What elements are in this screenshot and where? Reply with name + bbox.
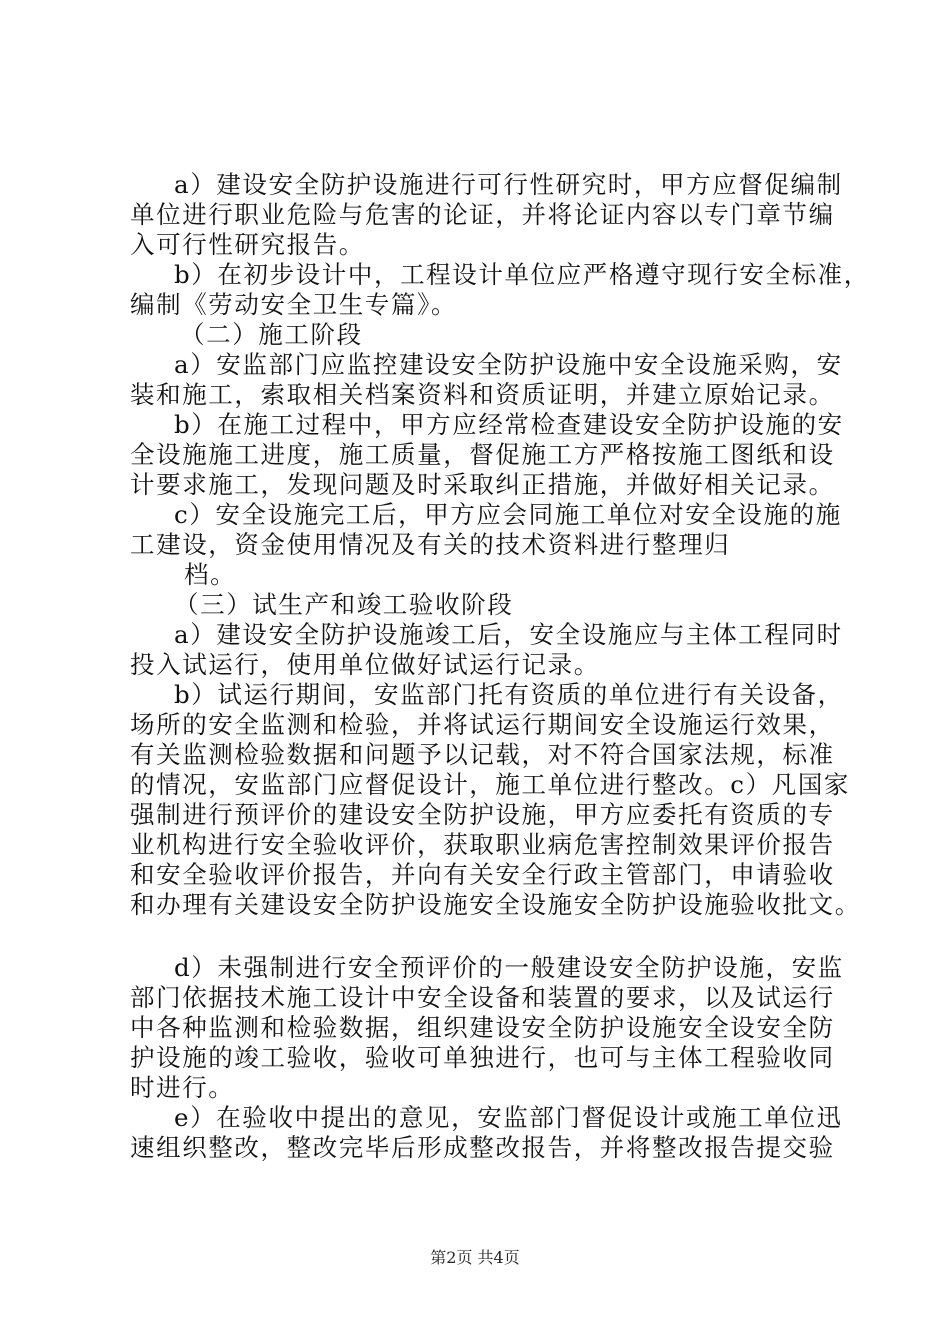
paragraph-line: 中各种监测和检验数据，组织建设安全防护设施安全设安全防 [130, 1013, 835, 1042]
paragraph-gap [130, 920, 845, 953]
paragraph-line: 强制进行预评价的建设安全防护设施，甲方应委托有资质的专 [130, 800, 835, 829]
paragraph-line: 档。 [184, 560, 237, 589]
paragraph-line: 入可行性研究报告。 [130, 230, 365, 259]
paragraph-line: a）安监部门应监控建设安全防护设施中安全设施采购，安 [174, 350, 843, 379]
paragraph-line: 投入试运行，使用单位做好试运行记录。 [130, 650, 600, 679]
paragraph-line: 和办理有关建设安全防护设施安全设施安全防护设施验收批文。 [130, 890, 861, 919]
paragraph-line: b）在施工过程中，甲方应经常检查建设安全防护设施的安 [174, 410, 844, 439]
paragraph-line: 业机构进行安全验收评价，获取职业病危害控制效果评价报告 [130, 830, 835, 859]
paragraph-line: c）安全设施完工后，甲方应会同施工单位对安全设施的施 [174, 500, 842, 529]
paragraph-line: 和安全验收评价报告，并向有关安全行政主管部门，申请验收 [130, 860, 835, 889]
paragraph-line: 的情况，安监部门应督促设计，施工单位进行整改。c）凡国家 [130, 770, 851, 799]
paragraph-line: 单位进行职业危险与危害的论证，并将论证内容以专门章节编 [130, 200, 835, 229]
paragraph-line: 装和施工，索取相关档案资料和资质证明，并建立原始记录。 [130, 380, 835, 409]
paragraph-line: 编制《劳动安全卫生专篇》。 [130, 290, 458, 319]
paragraph-line: 场所的安全监测和检验，并将试运行期间安全设施运行效果， [130, 710, 835, 739]
paragraph-line: 时进行。 [130, 1073, 235, 1102]
section-heading: （三）试生产和竣工验收阶段 [174, 590, 514, 619]
paragraph-line: e）在验收中提出的意见，安监部门督促设计或施工单位迅 [174, 1103, 843, 1132]
paragraph-line: 全设施施工进度，施工质量，督促施工方严格按施工图纸和设 [130, 440, 835, 469]
section-heading: （二）施工阶段 [180, 320, 363, 349]
paragraph-line: 工建设，资金使用情况及有关的技术资料进行整理归 [130, 530, 731, 559]
paragraph-line: b）试运行期间，安监部门托有资质的单位进行有关设备， [174, 680, 844, 709]
paragraph-line: 速组织整改，整改完毕后形成整改报告，并将整改报告提交验 [130, 1133, 835, 1162]
paragraph-line: 护设施的竣工验收，验收可单独进行，也可与主体工程验收同 [130, 1043, 835, 1072]
paragraph-line: a）建设安全防护设施竣工后，安全设施应与主体工程同时 [174, 620, 843, 649]
paragraph-line: a）建设安全防护设施进行可行性研究时，甲方应督促编制 [174, 170, 843, 199]
paragraph-line: b）在初步设计中，工程设计单位应严格遵守现行安全标准， [174, 260, 870, 289]
page-footer: 第2页 共4页 [430, 1248, 520, 1267]
paragraph-line: d）未强制进行安全预评价的一般建设安全防护设施，安监 [174, 953, 844, 982]
paragraph-line: 部门依据技术施工设计中安全设备和装置的要求，以及试运行 [130, 983, 835, 1012]
paragraph-line: 计要求施工，发现问题及时采取纠正措施，并做好相关记录。 [130, 470, 835, 499]
document-body [130, 170, 870, 1163]
paragraph-line: 有关监测检验数据和问题予以记载，对不符合国家法规，标准 [130, 740, 835, 769]
